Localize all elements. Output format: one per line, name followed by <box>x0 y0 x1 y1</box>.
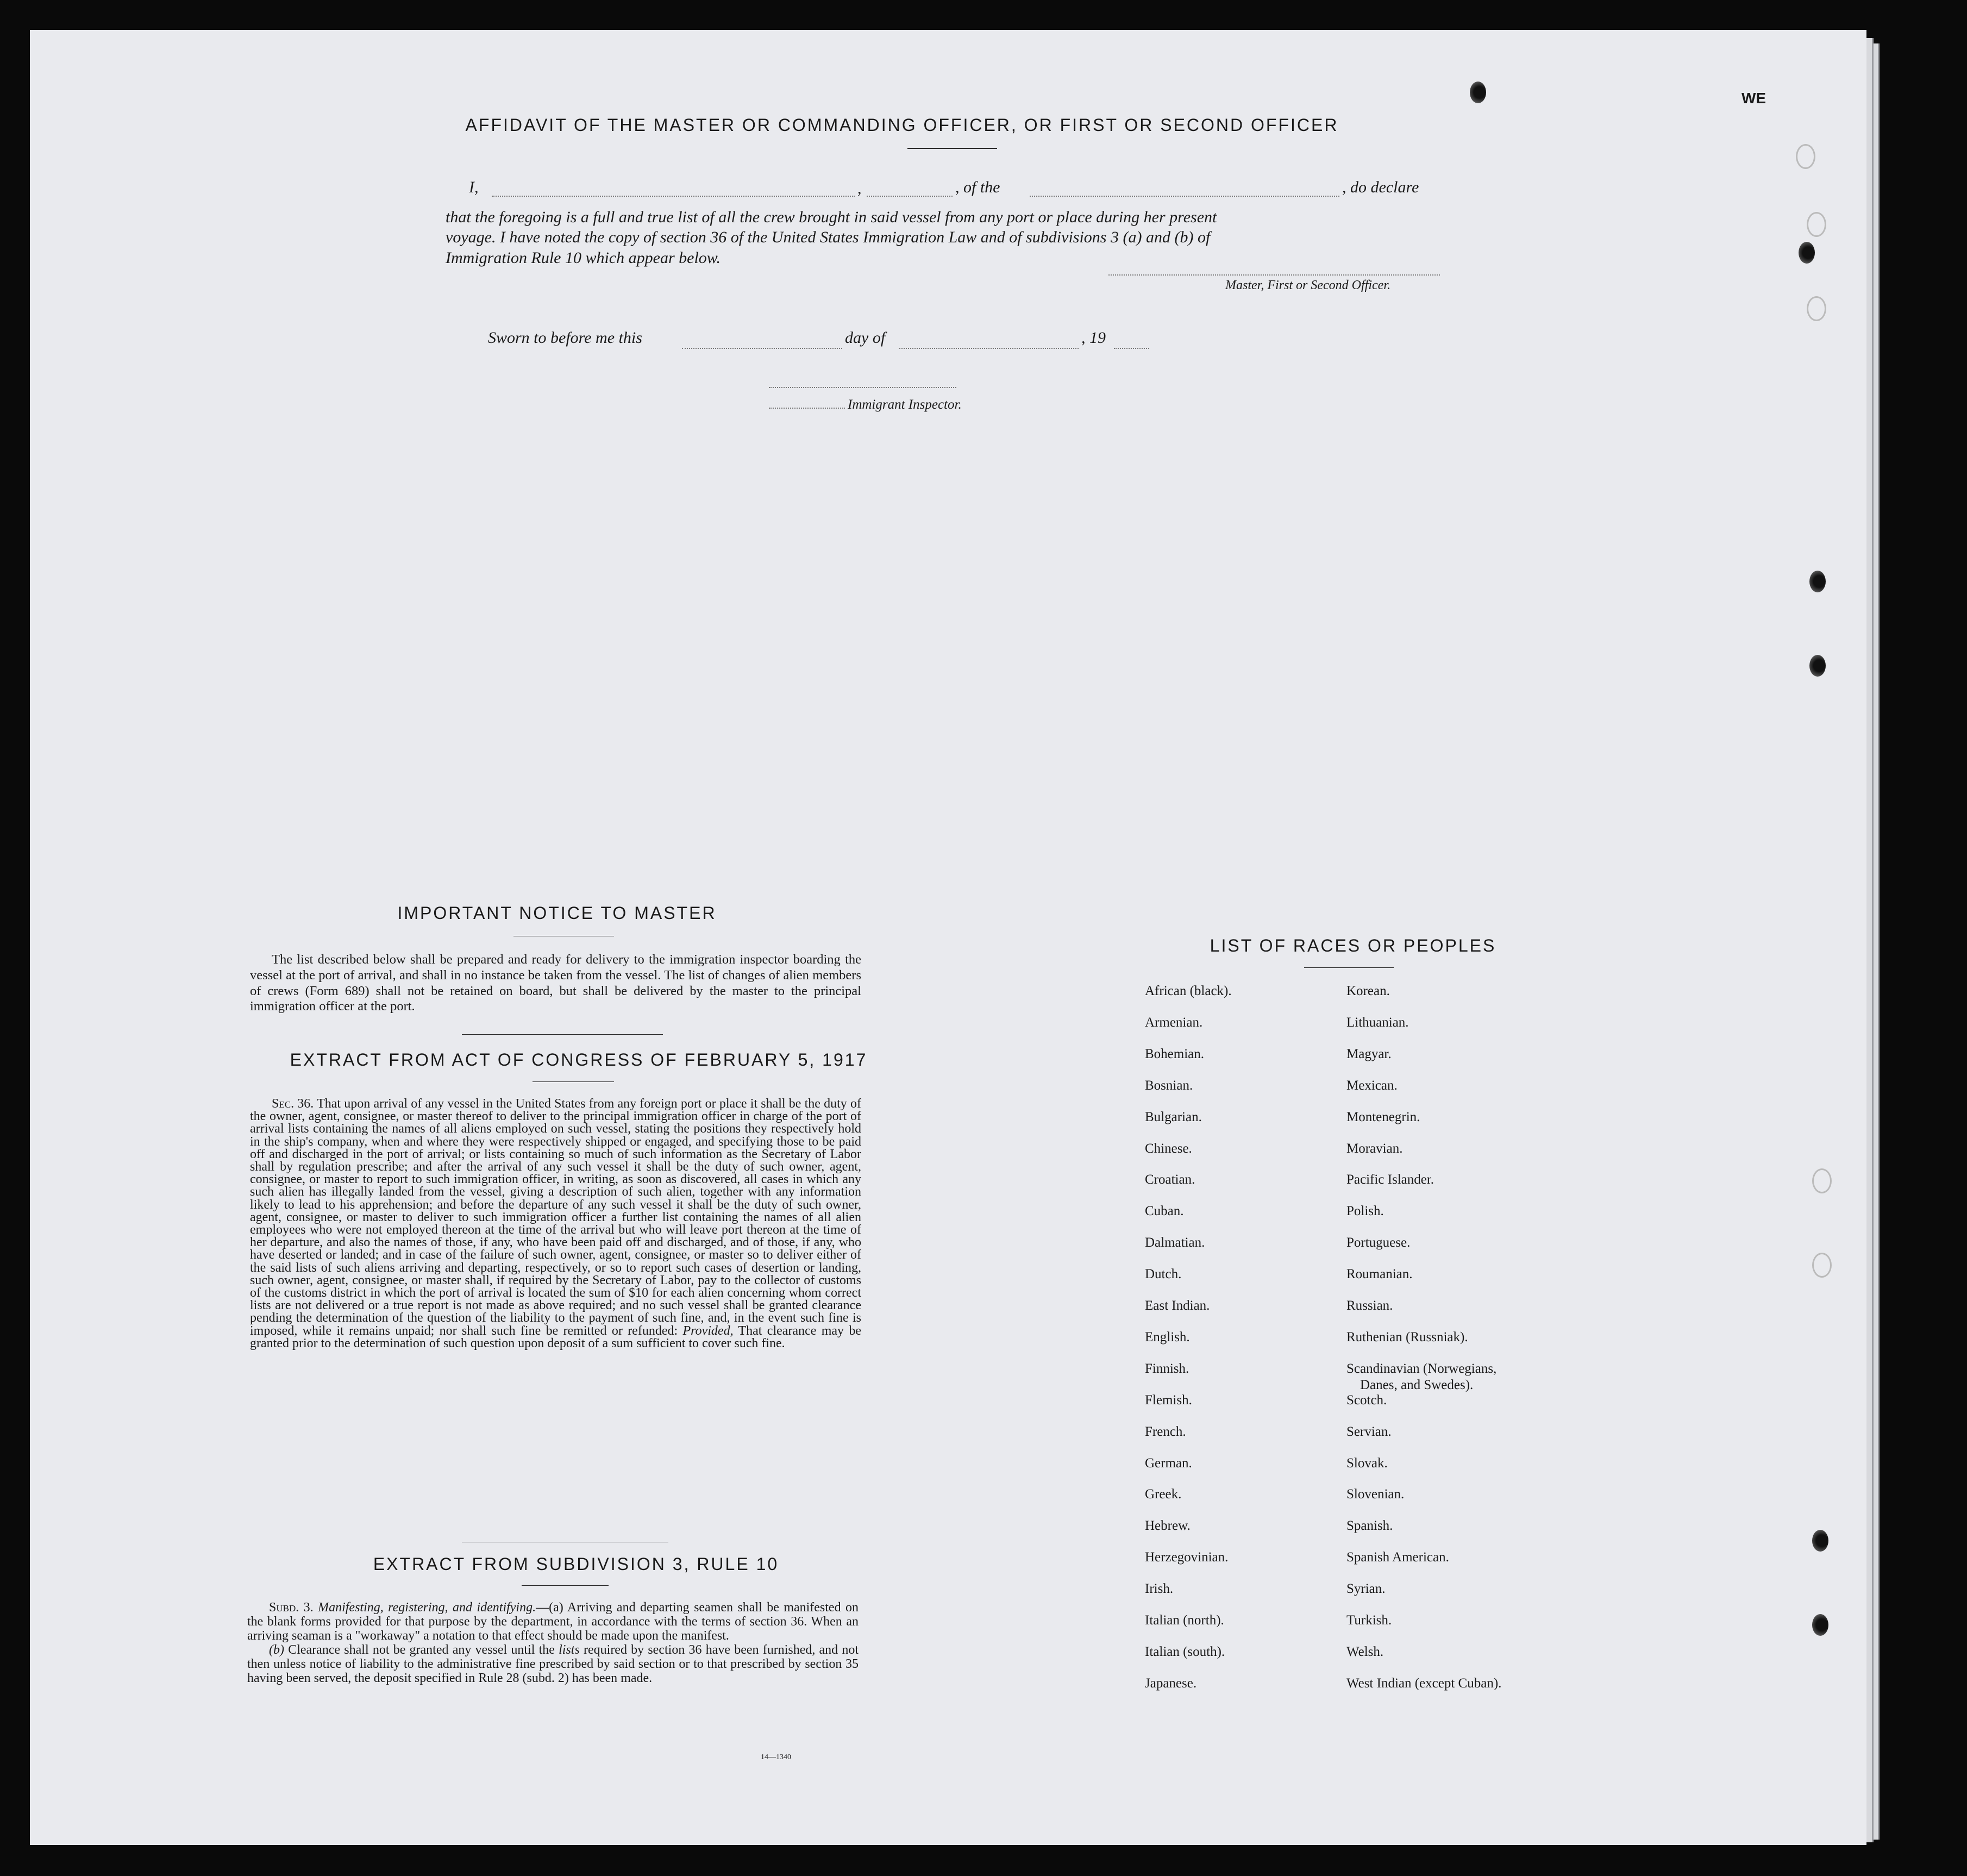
sworn-year-field[interactable] <box>1114 348 1149 349</box>
para-b-label: (b) <box>269 1643 284 1657</box>
race-item: Polish. <box>1346 1204 1384 1218</box>
vessel-field[interactable] <box>1030 196 1339 197</box>
race-item: French. <box>1145 1424 1186 1439</box>
act-title: EXTRACT FROM ACT OF CONGRESS OF FEBRUARY 5, 1917 <box>290 1050 868 1070</box>
form-number: 14—1340 <box>761 1753 791 1761</box>
race-item: Magyar. <box>1346 1047 1392 1061</box>
notice-body: The list described below shall be prepared and ready for delivery to the immigration inspector boarding the vessel at the port of arrival, and shall in no instance be taken from the vessel. The list of changes of alien members of crews (Form 689) shall not be retained on board, but shall be delivered by the master to the principal immigration officer at the port. <box>250 952 861 1014</box>
race-item: Chinese. <box>1145 1141 1192 1156</box>
para-b-lists: lists <box>559 1643 580 1657</box>
year-label: , 19 <box>1081 329 1106 347</box>
race-item: Russian. <box>1346 1298 1393 1313</box>
binder-hole-icon <box>1812 1168 1832 1193</box>
race-item: Irish. <box>1145 1581 1174 1596</box>
race-item: Cuban. <box>1145 1204 1184 1218</box>
race-item: Hebrew. <box>1145 1518 1191 1533</box>
rule-body <box>247 1600 859 1685</box>
race-item: Portuguese. <box>1346 1235 1411 1250</box>
race-item: Montenegrin. <box>1346 1110 1420 1124</box>
binder-hole-icon <box>1796 144 1815 169</box>
races-title: LIST OF RACES OR PEOPLES <box>1210 936 1496 955</box>
race-item: West Indian (except Cuban). <box>1346 1676 1502 1691</box>
race-item: Scotch. <box>1346 1393 1387 1408</box>
binder-hole-icon <box>1470 82 1486 103</box>
sworn-day-field[interactable] <box>682 348 842 349</box>
race-item: East Indian. <box>1145 1298 1210 1313</box>
affidavit-line: that the foregoing is a full and true list of all the crew brought in said vessel from any port or place during her present <box>446 208 1217 226</box>
binder-hole-icon <box>1809 571 1826 592</box>
sworn-month-field[interactable] <box>899 348 1079 349</box>
race-item: Armenian. <box>1145 1015 1203 1030</box>
race-item: Spanish. <box>1346 1518 1393 1533</box>
race-item: English. <box>1145 1330 1190 1345</box>
binder-hole-icon <box>1807 296 1826 321</box>
act-text-end: That clearance may be granted prior to the determination of such question upon deposit of a sum sufficient to cover such fine. <box>250 1323 862 1350</box>
para-a: Arriving and departing seamen shall be manifested on the blank forms provided for that purpose by the department, in accordance with the terms of section 36. When an arriving seaman is a "workaway" a notation to that effect should be made upon the manifest. <box>247 1600 859 1643</box>
do-declare-label: , do declare <box>1342 178 1419 196</box>
rule-title: EXTRACT FROM SUBDIVISION 3, RULE 10 <box>373 1554 779 1574</box>
binder-hole-icon <box>1809 655 1826 677</box>
affidavit-i-label: I, <box>469 178 479 196</box>
race-item: African (black). <box>1145 984 1232 998</box>
race-item: Korean. <box>1346 984 1390 998</box>
race-item: Lithuanian. <box>1346 1015 1409 1030</box>
name-field[interactable] <box>492 196 855 197</box>
race-item: Bohemian. <box>1145 1047 1205 1061</box>
page-edge <box>1866 38 1874 1842</box>
binder-hole-icon <box>1812 1530 1828 1552</box>
race-item: Dalmatian. <box>1145 1235 1205 1250</box>
para-b-part2: required by section 36 have been furnished, and not then unless notice of liability to the administrative fine prescribed by said section or to that prescribed by section 35 having been served, the deposit specified in Rule 28 (subd. 2) has been made. <box>247 1643 859 1685</box>
section-divider <box>462 1034 663 1035</box>
race-item: Flemish. <box>1145 1393 1192 1408</box>
rank-field[interactable] <box>867 196 953 197</box>
binder-hole-icon <box>1799 242 1815 264</box>
signature-caption: Master, First or Second Officer. <box>1225 278 1390 292</box>
master-signature-field[interactable] <box>1108 274 1440 276</box>
page-edge <box>1874 43 1880 1840</box>
race-item: Bosnian. <box>1145 1078 1193 1093</box>
act-body <box>250 1098 861 1350</box>
race-item: Mexican. <box>1346 1078 1398 1093</box>
race-item: Japanese. <box>1145 1676 1197 1691</box>
race-item: Turkish. <box>1346 1613 1392 1628</box>
race-item: Servian. <box>1346 1424 1392 1439</box>
inspector-caption: Immigrant Inspector. <box>848 397 962 412</box>
race-item: German. <box>1145 1456 1192 1471</box>
of-the-label: , of the <box>955 178 1000 196</box>
act-text: That upon arrival of any vessel in the United States from any foreign port or place it shall be the duty of the owner, agent, consignee, or master thereof to deliver to the principal immigration officer in charge of the port of arrival lists containing the names of all aliens employed on such vessel, stating the positions they respectively hold in the ship's company, when and where they were respectively shipped or engaged, and specifying those to be paid off and discharged in the port of arrival; or lists containing so much of such information as the Secretary of Labor shall by regulation prescribe; and after the arrival of any such vessel it shall be the duty of such owner, agent, consignee, or master to report to such immigration officer, in writing, as soon as discovered, all cases in which any such alien has illegally landed from the vessel, giving a description of such alien, together with any information likely to lead to his apprehension; and before the departure of any such vessel it shall be the duty of such owner, agent, consignee, or master to deliver to such immigration officer a further list containing the names of all alien employees who were not employed thereon at the time of the arrival but who will leave port thereon at the time of her departure, and also the names of those, if any, who have been paid off and discharged, and of those, if any, who have deserted or landed; and in case of the failure of such owner, agent, consignee, or master so to deliver either of the said lists of such aliens arriving and departing, respectively, or so to report such cases of desertion or landing, such owner, agent, consignee, or master shall, if required by the Secretary of Labor, pay to the collector of customs of the customs district in which the port of arrival is located the sum of $10 for each alien concerning whom correct lists are not delivered or a true report is not made as above required; and no such vessel shall be granted clearance pending the determination of the question of the liability to the payment of such fine, and, in the event such fine is imposed, while it remains unpaid; nor shall such fine be remitted or refunded: <box>250 1097 861 1338</box>
race-item: Italian (south). <box>1145 1644 1225 1659</box>
race-item: Syrian. <box>1346 1581 1386 1596</box>
race-item: Dutch. <box>1145 1267 1182 1281</box>
corner-mark: WE <box>1742 90 1766 107</box>
inspector-signature-field[interactable] <box>769 387 956 388</box>
act-underline <box>533 1081 614 1082</box>
inspector-leader <box>769 408 845 409</box>
affidavit-title: AFFIDAVIT OF THE MASTER OR COMMANDING OFFICER, OR FIRST OR SECOND OFFICER <box>465 115 1339 135</box>
subd-label: Subd. 3. <box>269 1600 314 1615</box>
race-item: Croatian. <box>1145 1172 1195 1187</box>
race-item: Italian (north). <box>1145 1613 1224 1628</box>
subd-title: Manifesting, registering, and identifying. <box>318 1600 536 1615</box>
notice-title: IMPORTANT NOTICE TO MASTER <box>397 903 717 923</box>
affidavit-line: voyage. I have noted the copy of section 36 of the United States Immigration Law and of subdivisions 3 (a) and (b) of <box>446 228 1211 246</box>
race-item: Ruthenian (Russniak). <box>1346 1330 1468 1345</box>
race-item: Welsh. <box>1346 1644 1384 1659</box>
race-item: Pacific Islander. <box>1346 1172 1434 1187</box>
title-underline <box>907 148 997 149</box>
sworn-label: Sworn to before me this <box>488 329 642 347</box>
race-item: Greek. <box>1145 1487 1182 1502</box>
affidavit-line: Immigration Rule 10 which appear below. <box>446 249 721 267</box>
race-item: Finnish. <box>1145 1361 1189 1376</box>
race-item: Herzegovinian. <box>1145 1550 1229 1565</box>
race-item-continued: Danes, and Swedes). <box>1360 1378 1474 1392</box>
para-b-part1: Clearance shall not be granted any vessel until the <box>288 1643 555 1657</box>
rule-underline <box>522 1585 609 1586</box>
race-item: Slovenian. <box>1346 1487 1405 1502</box>
race-item: Slovak. <box>1346 1456 1388 1471</box>
races-underline <box>1304 967 1394 968</box>
comma: , <box>857 179 862 197</box>
race-item: Roumanian. <box>1346 1267 1413 1281</box>
race-item: Scandinavian (Norwegians, <box>1346 1361 1497 1376</box>
race-item: Bulgarian. <box>1145 1110 1202 1124</box>
sec-label: Sec. 36. <box>272 1097 314 1111</box>
race-item: Moravian. <box>1346 1141 1403 1156</box>
day-of-label: day of <box>845 329 886 347</box>
binder-hole-icon <box>1812 1614 1828 1636</box>
provided-term: Provided, <box>682 1323 734 1338</box>
binder-hole-icon <box>1812 1253 1832 1278</box>
para-a-label: —(a) <box>536 1600 563 1615</box>
binder-hole-icon <box>1807 212 1826 237</box>
race-item: Spanish American. <box>1346 1550 1449 1565</box>
